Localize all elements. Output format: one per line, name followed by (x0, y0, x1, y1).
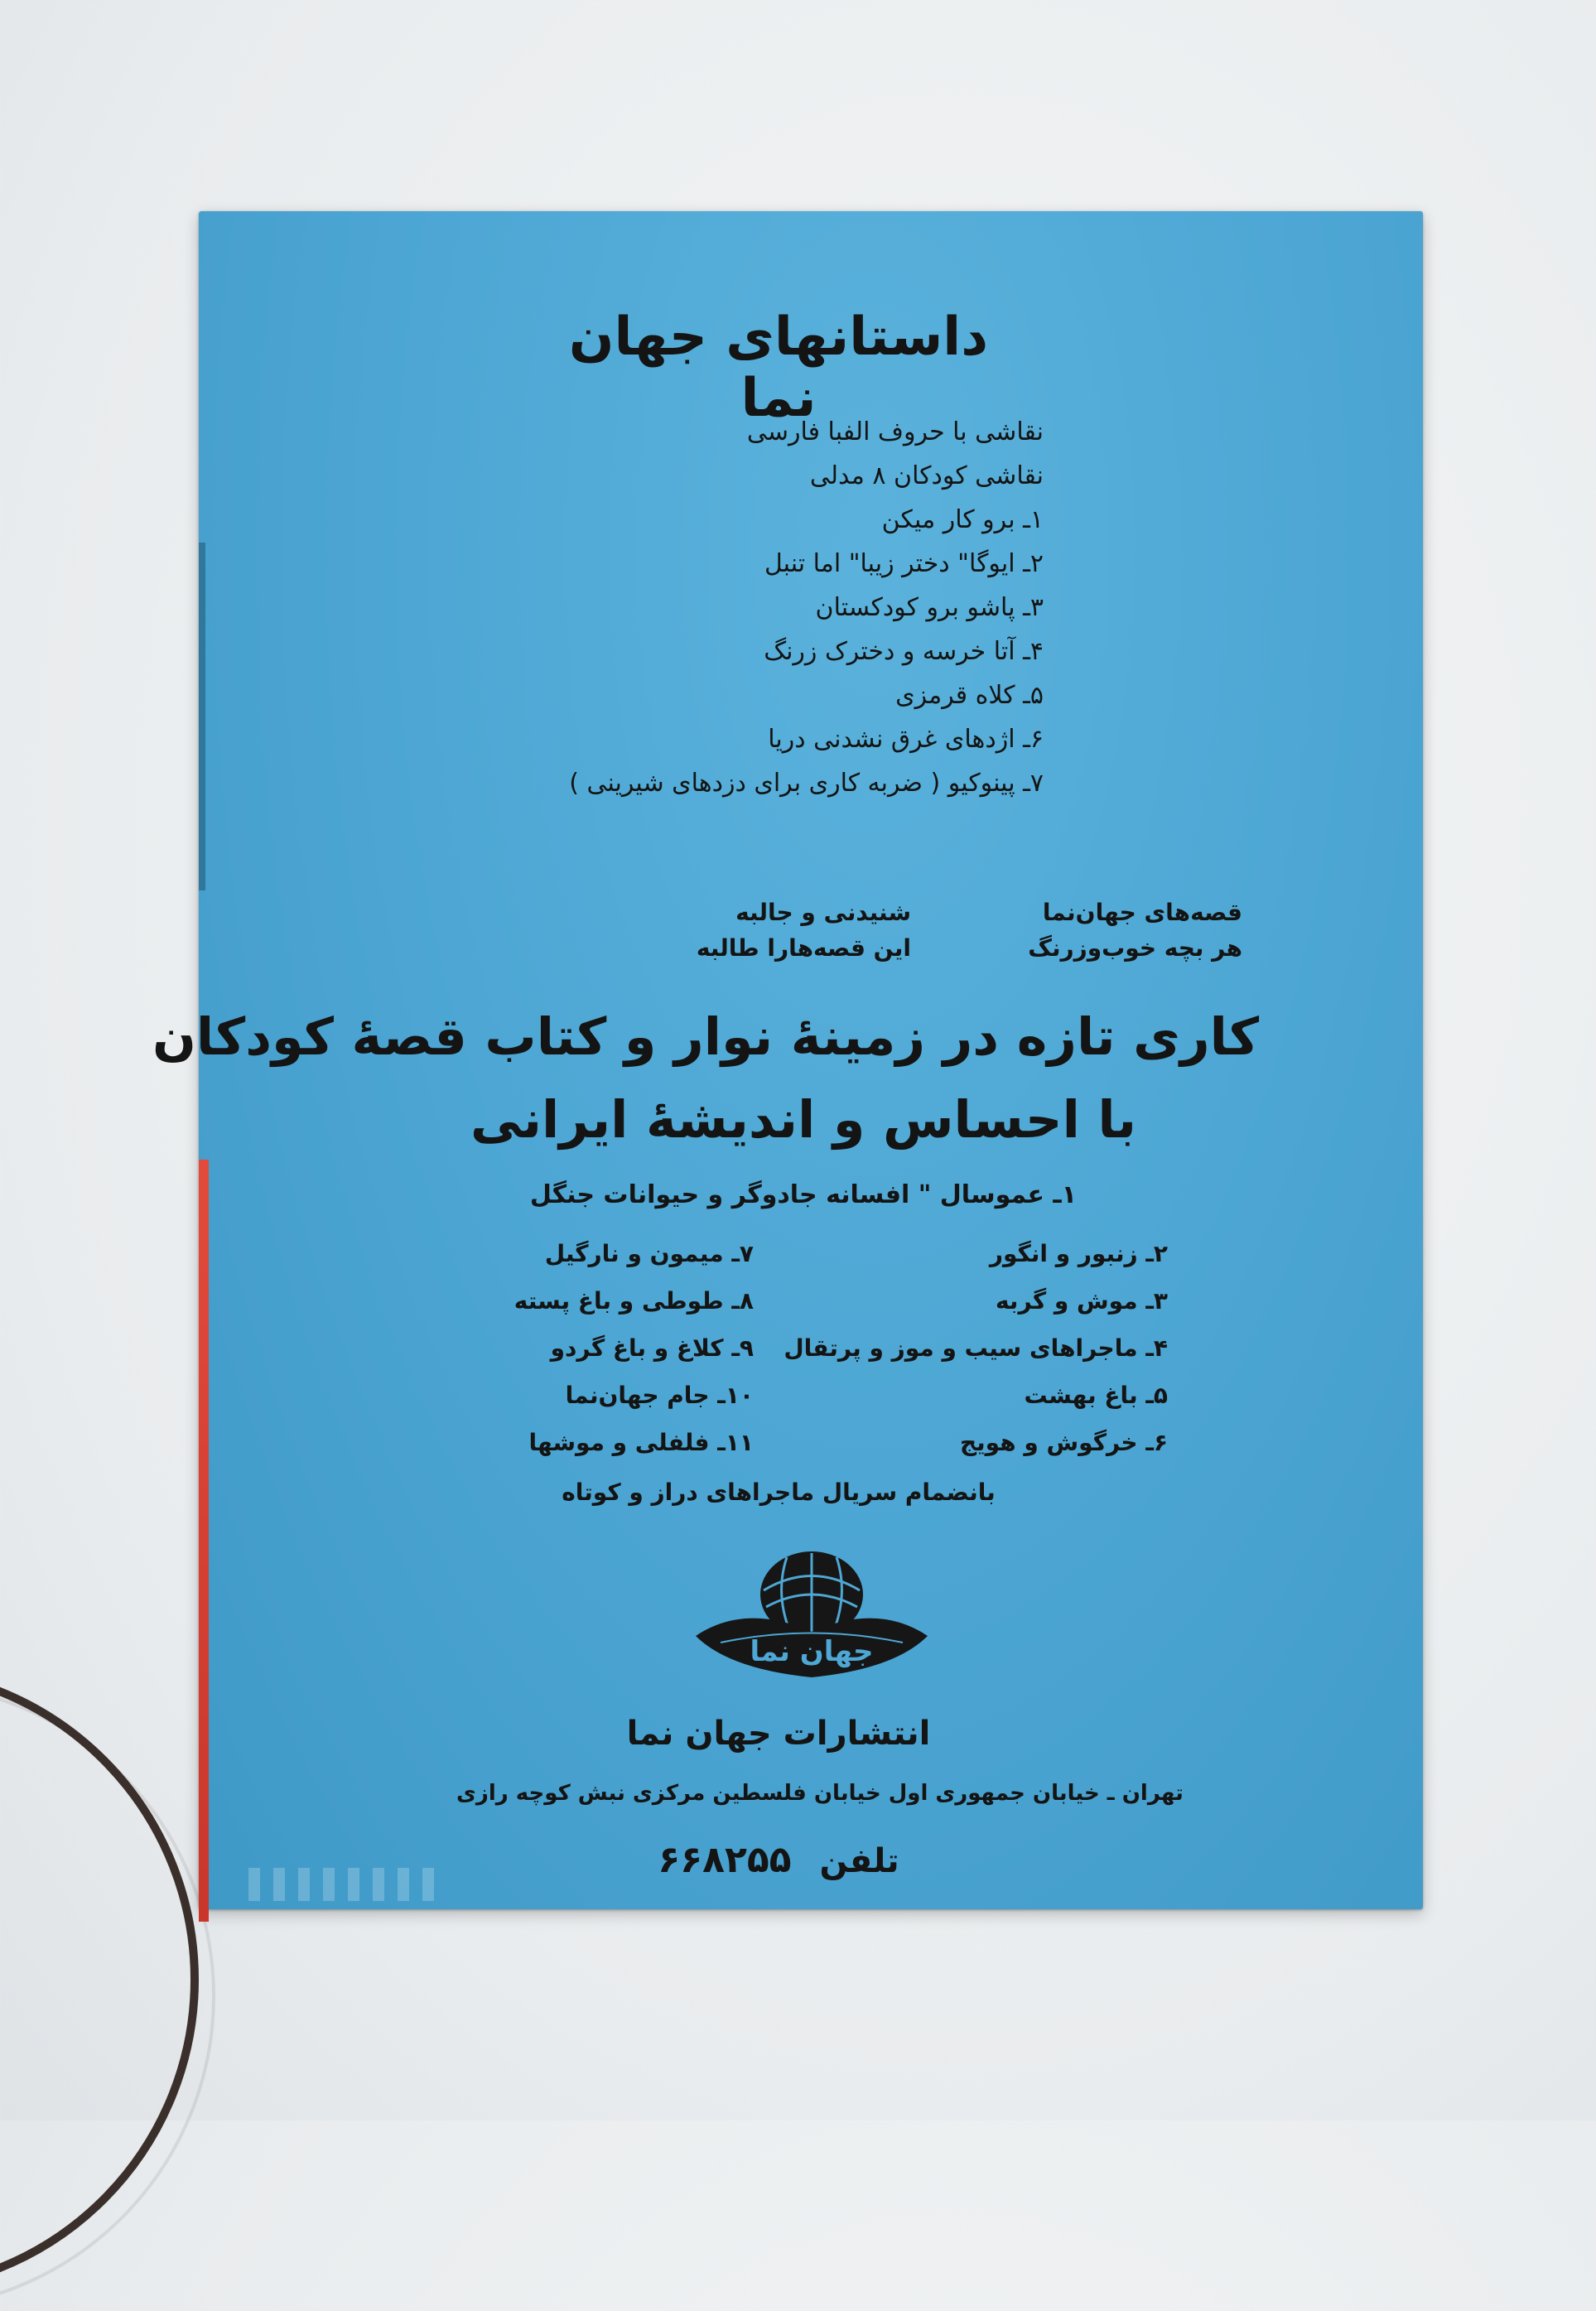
series-item: ۶ـ خرگوش و هویج (959, 1429, 1168, 1456)
series-item: ۲ـ زنبور و انگور (989, 1240, 1168, 1267)
headline-line-1: کاری تازه در زمینهٔ نوار و کتاب قصهٔ کودکان (152, 1006, 1259, 1067)
spine-shadow (199, 543, 205, 890)
phone-label: تلفن (819, 1842, 899, 1880)
series-item: ۳ـ موش و گربه (995, 1287, 1168, 1315)
publisher-globe-logo-icon (687, 1545, 936, 1702)
story-item: نقاشی با حروف الفبا فارسی (746, 417, 1044, 446)
series-item: ۵ـ باغ بهشت (1024, 1382, 1168, 1409)
series-item: ۹ـ کلاغ و باغ گردو (550, 1334, 754, 1362)
series-item: ۱۱ـ فلفلی و موشها (528, 1429, 754, 1456)
story-item: ۲ـ ایوگا" دختر زیبا" اما تنبل (764, 549, 1044, 578)
poem-line: هر بچه خوب‌وزرنگ (1028, 934, 1242, 962)
story-item: نقاشی کودکان ۸ مدلی (809, 461, 1044, 490)
serial-note: بانضمام سریال ماجراهای دراز و کوتاه (562, 1479, 996, 1506)
poem-line: قصه‌های جهان‌نما (1042, 899, 1242, 926)
headline-line-2: با احساس و اندیشهٔ ایرانی (470, 1089, 1136, 1150)
black-wire-cable (0, 1665, 199, 2294)
story-item: ۷ـ پینوکیو ( ضربه کاری برای دزدهای شیرینی ) (569, 769, 1044, 798)
spine-red-strip (199, 1160, 209, 1922)
series-list-right (779, 1230, 1168, 1466)
series-item: ۴ـ ماجراهای سیب و موز و پرتقال (784, 1334, 1168, 1362)
series-item: ۷ـ میمون و نارگیل (544, 1240, 754, 1267)
logo-lettering: جهان نما (750, 1635, 874, 1668)
story-list (447, 410, 1044, 805)
poem-line: این قصه‌هارا طالبه (696, 934, 911, 962)
story-item: ۳ـ پاشو برو کودکستان (815, 593, 1044, 622)
booklet-back-cover (152, 211, 1423, 1909)
story-item: ۵ـ کلاه قرمزی (895, 681, 1044, 710)
publisher-address: تهران ـ خیابان جمهوری اول خیابان فلسطین مرکزی نبش کوچه رازی (456, 1781, 1184, 1806)
story-item: ۴ـ آتا خرسه و دخترک زرنگ (764, 637, 1044, 666)
series-list-left (447, 1230, 754, 1466)
promo-poem (613, 899, 1242, 962)
cover-title: داستانهای جهان نما (568, 306, 989, 429)
series-first-item: ۱ـ عموسال " افسانه جادوگر و حیوانات جنگل (529, 1180, 1077, 1209)
phone-number: ۶۶۸۲۵۵ (658, 1839, 792, 1881)
poem-line: شنیدنی و جالبه (735, 899, 911, 926)
series-item: ۸ـ طوطی و باغ پسته (514, 1287, 754, 1315)
story-item: ۱ـ برو کار میکن (881, 505, 1044, 534)
story-item: ۶ـ اژدهای غرق نشدنی دریا (768, 725, 1044, 754)
worn-edge-texture (248, 1868, 447, 1901)
publisher-phone (571, 1839, 986, 1881)
series-item: ۱۰ـ جام جهان‌نما (565, 1382, 754, 1409)
publisher-name: انتشارات جهان نما (626, 1715, 931, 1753)
